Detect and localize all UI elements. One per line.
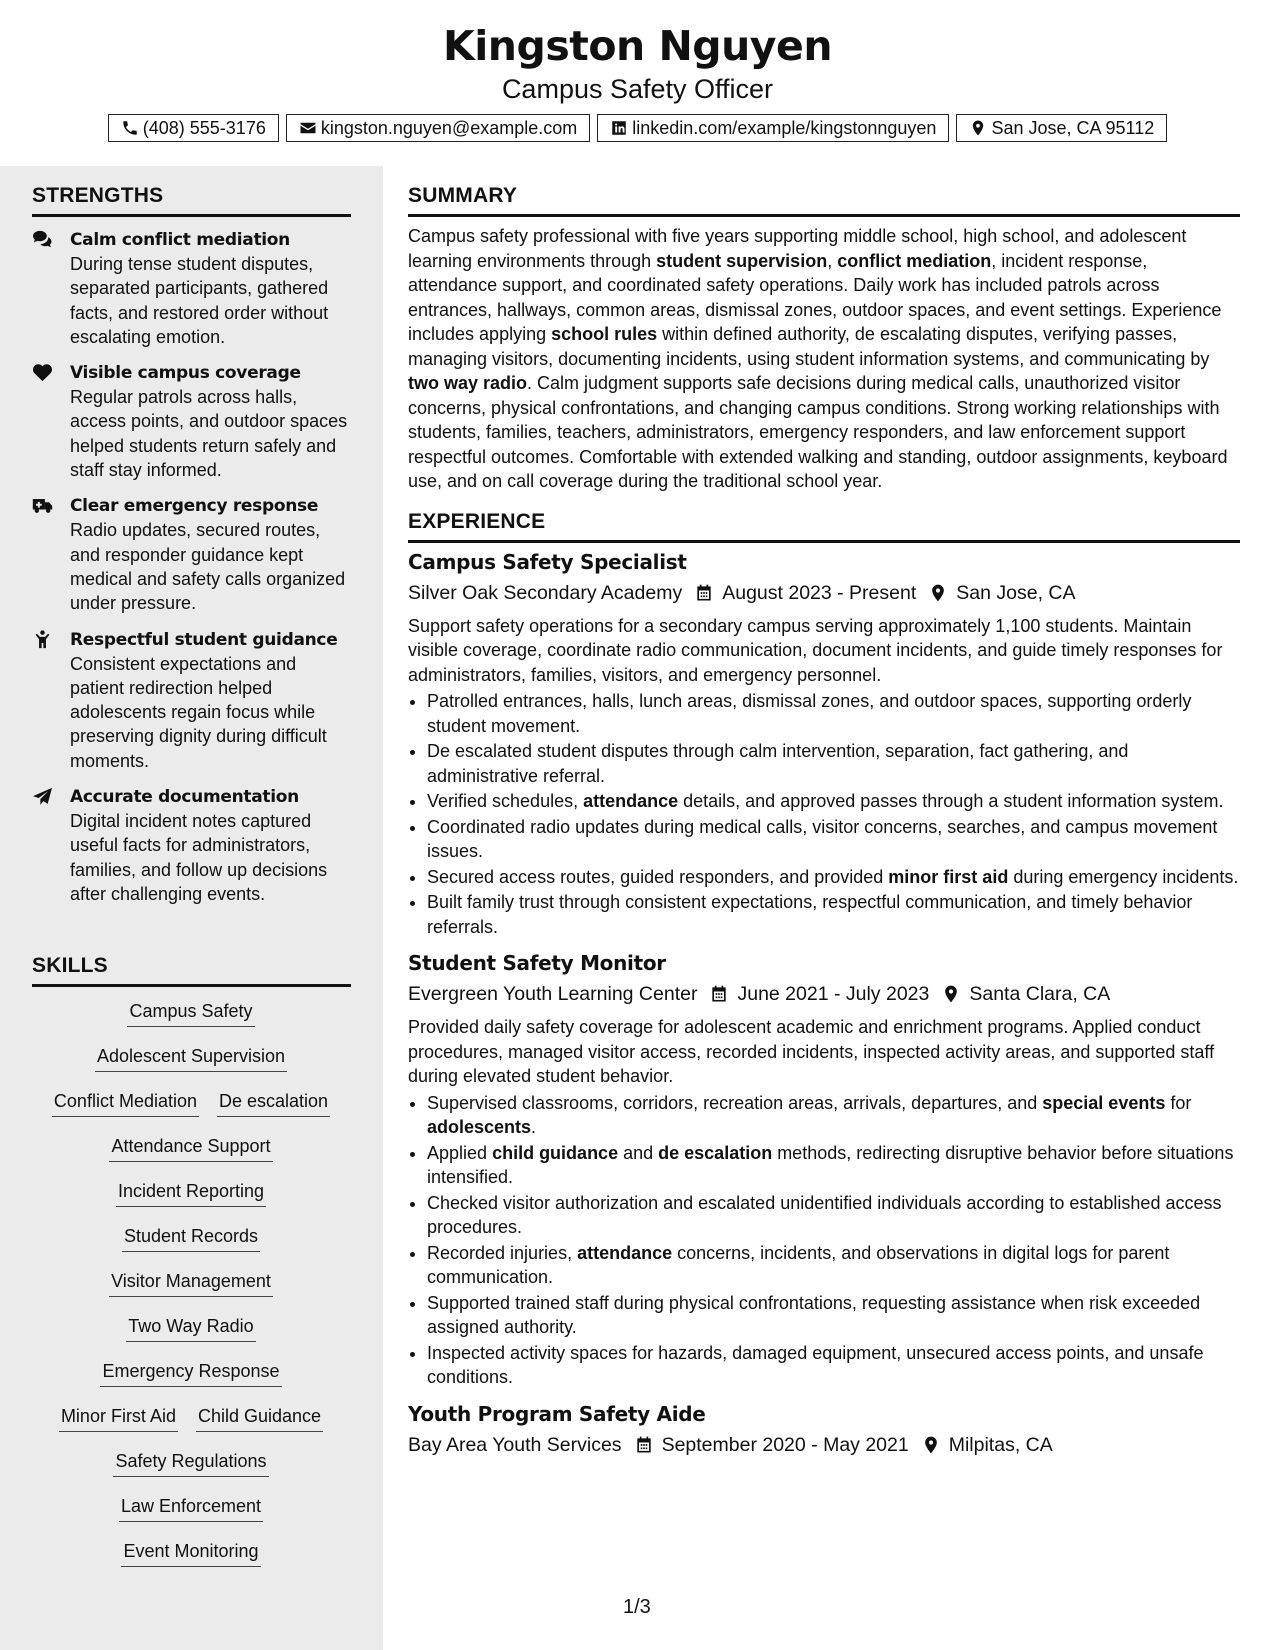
contact-location-text: San Jose, CA 95112 xyxy=(991,117,1155,138)
bold-keyword: attendance xyxy=(583,791,679,811)
skill-row xyxy=(32,1358,350,1403)
calendar-icon xyxy=(634,1435,654,1455)
skill-row xyxy=(32,1223,350,1268)
contact-location xyxy=(956,114,1167,142)
job-dates: August 2023 - Present xyxy=(722,581,917,604)
job-organization: Silver Oak Secondary Academy xyxy=(408,581,683,604)
chat-bubbles-icon xyxy=(32,230,53,249)
bullet-item: • Recorded injuries, attendance concerns, incidents, and observations in digital logs for parent communication. xyxy=(427,1241,1240,1290)
contact-email[interactable] xyxy=(286,114,590,142)
skill-row xyxy=(32,1268,350,1313)
phone-icon xyxy=(121,119,139,137)
strength-desc: During tense student disputes, separated participants, gathered facts, and restored order without escalating emotion. xyxy=(70,254,329,347)
job-meta xyxy=(408,1432,1240,1458)
child-icon xyxy=(32,630,53,649)
job-title: Student Safety Monitor xyxy=(408,951,666,975)
calendar-icon xyxy=(694,583,714,603)
skill-row xyxy=(32,1313,350,1358)
skill-row xyxy=(32,1043,350,1088)
strength-desc: Radio updates, secured routes, and responder guidance kept medical and safety calls organized under pressure. xyxy=(70,520,346,614)
job-entry xyxy=(408,550,1240,940)
candidate-name: Kingston Nguyen xyxy=(442,22,833,70)
skill-row xyxy=(32,1448,350,1493)
skill-tag: Student Records xyxy=(122,1223,260,1252)
bullet-item: • Patrolled entrances, halls, lunch areas, dismissal zones, and outdoor spaces, supporting orderly student movement. xyxy=(427,689,1240,738)
job-entry xyxy=(408,951,1240,1390)
linkedin-icon xyxy=(610,119,628,137)
contact-phone xyxy=(108,114,279,142)
experience-heading: EXPERIENCE xyxy=(408,510,1240,543)
skill-tag: Adolescent Supervision xyxy=(95,1043,287,1072)
job-location: San Jose, CA xyxy=(956,581,1076,604)
job-description: Provided daily safety coverage for adolescent academic and enrichment programs. Applied conduct procedures, managed visitor access, recorded incidents, inspected activity areas, and supported staff during elevated student behavior. xyxy=(408,1017,1215,1086)
strength-item xyxy=(32,228,352,349)
job-entry xyxy=(408,1402,1240,1458)
candidate-title: Campus Safety Officer xyxy=(501,74,774,104)
bullet-item: • Secured access routes, guided responders, and provided minor first aid during emergency incidents. xyxy=(427,865,1240,890)
bullet-item: • Supervised classrooms, corridors, recreation areas, arrivals, departures, and special events for adolescents. xyxy=(427,1091,1240,1140)
bold-keyword: minor first aid xyxy=(888,866,1009,887)
skill-tag: Child Guidance xyxy=(196,1403,323,1432)
job-title: Campus Safety Specialist xyxy=(408,549,687,574)
bold-keyword: attendance xyxy=(577,1242,673,1263)
contact-phone-text: (408) 555-3176 xyxy=(142,117,266,138)
skill-tag: Event Monitoring xyxy=(121,1538,260,1567)
summary-text: Campus safety professional with five years supporting middle school, high school, and adolescent learning environments through student supervision, conflict mediation, incident response, attendance support, and coordinated safety operations. Daily work has included patrols across entrances, hallways, common areas, dismissal zones, outdoor spaces, and event settings. Experience includes applying school rules within defined authority, de escalating disputes, verifying passes, managing visitors, documenting incidents, using student information systems, and communicating by two way radio. Calm judgment supports safe decisions during medical calls, unauthorized visitor concerns, physical confrontations, and changing campus conditions. Strong working relationships with students, families, teachers, administrators, emergency responders, and law enforcement support respectful outcomes. Comfortable with extended walking and standing, outdoor assignments, keyboard use, and on call coverage during the traditional school year. xyxy=(408,226,1228,491)
map-pin-icon xyxy=(928,583,948,603)
bullet-item: • Applied child guidance and de escalation methods, redirecting disruptive behavior before situations intensified. xyxy=(427,1141,1240,1190)
strength-title: Calm conflict mediation xyxy=(70,230,290,250)
strengths-list xyxy=(32,228,352,918)
bullet-item: • Inspected activity spaces for hazards, damaged equipment, unsecured access points, and unsafe conditions. xyxy=(427,1341,1240,1390)
bullet-item: • Supported trained staff during physical confrontations, requesting assistance when risk exceeded assigned authority. xyxy=(427,1291,1240,1340)
bold-keyword: two way radio xyxy=(408,373,528,393)
bullet-item: • Built family trust through consistent expectations, respectful communication, and timely behavior referrals. xyxy=(427,890,1240,939)
skills-heading: SKILLS xyxy=(32,954,351,987)
skill-tag: Incident Reporting xyxy=(116,1178,266,1207)
skill-tag: Conflict Mediation xyxy=(52,1088,199,1117)
skills-list xyxy=(32,998,350,1583)
sidebar xyxy=(0,166,383,1650)
skill-tag: Campus Safety xyxy=(127,998,254,1027)
bullet-item: • De escalated student disputes through calm intervention, separation, fact gathering, and administrative referral. xyxy=(427,739,1240,788)
summary-heading: SUMMARY xyxy=(408,184,1240,217)
skill-tag: Safety Regulations xyxy=(113,1448,268,1477)
bullet-item: • Coordinated radio updates during medical calls, visitor concerns, searches, and campus movement issues. xyxy=(427,815,1240,864)
bullet-item: • Checked visitor authorization and escalated unidentified individuals according to established access procedures. xyxy=(427,1191,1240,1240)
strength-item xyxy=(32,361,352,482)
skill-tag: Attendance Support xyxy=(109,1133,272,1162)
skill-tag: Visitor Management xyxy=(109,1268,273,1297)
skill-row xyxy=(32,1133,350,1178)
strength-desc: Consistent expectations and patient redirection helped adolescents regain focus while preserving dignity during difficult moments. xyxy=(70,653,327,771)
strength-title: Clear emergency response xyxy=(70,496,319,517)
skill-tag: De escalation xyxy=(217,1088,330,1117)
experience-section xyxy=(408,510,1240,1458)
main-content xyxy=(408,166,1240,1458)
resume-header xyxy=(0,0,1275,166)
strength-title: Respectful student guidance xyxy=(70,629,338,650)
job-description: Support safety operations for a secondary campus serving approximately 1,100 students. Maintain visible coverage, coordinate radio communication, document incidents, and guide timely responses for administrators, families, visitors, and emergency personnel. xyxy=(408,615,1223,685)
bold-keyword: student supervision xyxy=(656,250,828,271)
jobs-list xyxy=(408,550,1240,1458)
heart-icon xyxy=(32,363,53,382)
skill-row xyxy=(32,1403,350,1448)
skill-row xyxy=(32,1538,350,1583)
contact-email-text: kingston.nguyen@example.com xyxy=(320,117,578,138)
skill-row xyxy=(32,1088,350,1133)
paper-plane-icon xyxy=(32,787,53,806)
summary-section xyxy=(408,184,1240,494)
strength-title: Visible campus coverage xyxy=(70,363,301,384)
contact-bar xyxy=(0,114,1275,142)
job-organization: Evergreen Youth Learning Center xyxy=(408,983,698,1005)
job-meta xyxy=(408,580,1240,606)
skill-tag: Law Enforcement xyxy=(119,1493,263,1522)
bullet-item: • Verified schedules, attendance details, and approved passes through a student information system. xyxy=(427,789,1240,814)
bold-keyword: conflict mediation xyxy=(837,250,992,271)
strengths-heading: STRENGTHS xyxy=(32,184,351,217)
strength-desc: Digital incident notes captured useful facts for administrators, families, and follow up decisions after challenging events. xyxy=(70,811,328,904)
envelope-icon xyxy=(299,119,317,137)
map-pin-icon xyxy=(969,119,987,137)
strength-item xyxy=(32,785,352,906)
skill-row xyxy=(32,1493,350,1538)
bold-keyword: de escalation xyxy=(658,1142,773,1163)
skill-row xyxy=(32,998,350,1043)
job-dates: September 2020 - May 2021 xyxy=(661,1433,909,1456)
bold-keyword: child guidance xyxy=(492,1142,619,1163)
job-location: Milpitas, CA xyxy=(948,1433,1053,1456)
strength-desc: Regular patrols across halls, access points, and outdoor spaces helped students return safely and staff stay informed. xyxy=(70,387,348,481)
skill-tag: Emergency Response xyxy=(100,1358,281,1387)
job-dates: June 2021 - July 2023 xyxy=(737,983,930,1005)
calendar-icon xyxy=(709,984,729,1004)
job-bullets xyxy=(408,689,1240,939)
job-title: Youth Program Safety Aide xyxy=(408,1401,706,1426)
strength-item xyxy=(32,494,352,615)
job-organization: Bay Area Youth Services xyxy=(408,1433,622,1456)
contact-linkedin[interactable] xyxy=(597,114,949,142)
strength-item xyxy=(32,628,352,773)
bold-keyword: school rules xyxy=(551,324,658,344)
bold-keyword: special events xyxy=(1042,1092,1166,1113)
job-meta xyxy=(408,981,1240,1007)
bold-keyword: adolescents xyxy=(427,1117,532,1137)
skill-row xyxy=(32,1178,350,1223)
job-location: Santa Clara, CA xyxy=(969,983,1111,1005)
job-bullets xyxy=(408,1091,1240,1390)
map-pin-icon xyxy=(921,1435,941,1455)
ambulance-icon xyxy=(32,496,53,515)
contact-linkedin-text: linkedin.com/example/kingstonnguyen xyxy=(632,117,937,138)
skill-tag: Minor First Aid xyxy=(59,1403,178,1432)
page-number: 1/3 xyxy=(623,1596,651,1618)
map-pin-icon xyxy=(941,984,961,1004)
skill-tag: Two Way Radio xyxy=(126,1313,255,1342)
strength-title: Accurate documentation xyxy=(70,787,299,808)
